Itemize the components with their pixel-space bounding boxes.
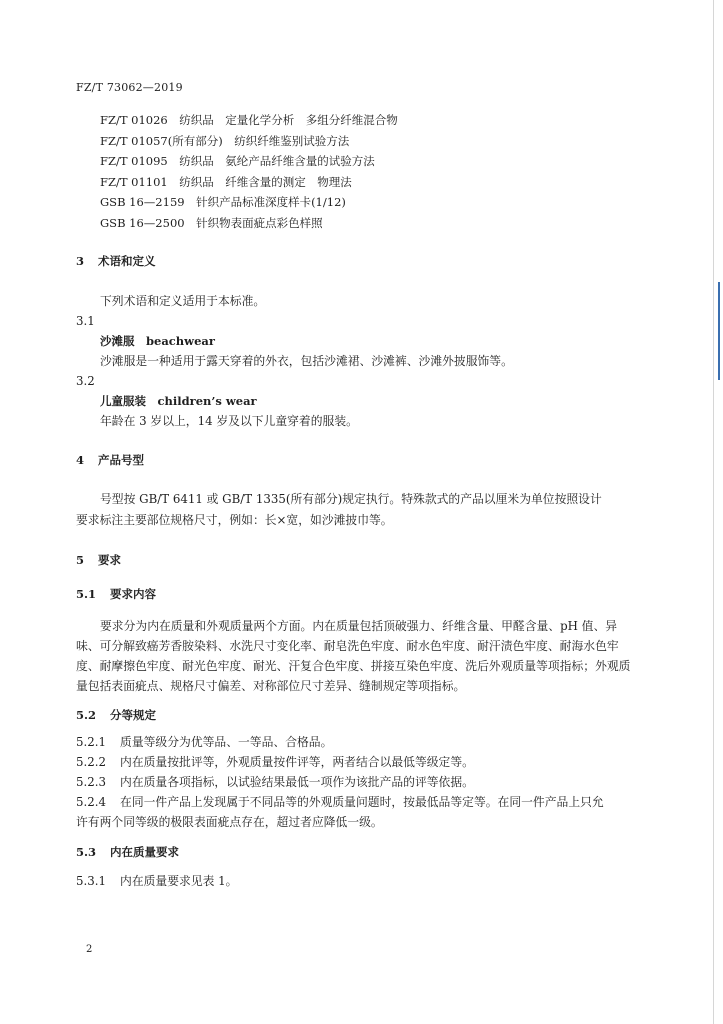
reference-item: GSB 16—2500 针织物表面疵点彩色样照	[100, 216, 323, 230]
paragraph: 下列术语和定义适用于本标准。	[100, 294, 266, 308]
clause-continuation: 许有两个同等级的极限表面疵点存在，超过者应降低一级。	[76, 815, 383, 829]
clause-item	[76, 797, 604, 809]
reference-item: GSB 16—2159 针织产品标准深度样卡(1/12)	[100, 195, 346, 209]
paragraph-line: 号型按 GB/T 6411 或 GB/T 1335(所有部分)规定执行。特殊款式的产品以厘米为单位按照设计	[100, 492, 602, 506]
reference-item: FZ/T 01095 纺织品 氨纶产品纤维含量的试验方法	[100, 154, 375, 168]
section-number: 5	[76, 553, 85, 567]
subsection-5-3-heading	[76, 847, 179, 859]
subsection-5-2-heading	[76, 710, 156, 722]
subsection-title: 要求内容	[110, 587, 157, 601]
running-header: FZ/T 73062—2019	[76, 81, 183, 94]
section-title: 要求	[98, 553, 122, 567]
subsection-number: 5.3	[76, 845, 97, 859]
page-number: 2	[86, 944, 93, 955]
section-3-heading	[76, 256, 156, 268]
term-heading: 儿童服装 children’s wear	[100, 394, 257, 408]
paragraph-line: 量包括表面疵点、规格尺寸偏差、对称部位尺寸差异、缝制规定等项指标。	[76, 679, 466, 693]
clause-number: 5.2.2	[76, 755, 107, 769]
scroll-edge-marker	[718, 282, 720, 380]
clause-item	[76, 777, 474, 789]
term-definition: 年龄在 3 岁以上，14 岁及以下儿童穿着的服装。	[100, 414, 358, 428]
section-title: 术语和定义	[98, 254, 156, 268]
term-heading: 沙滩服 beachwear	[100, 334, 215, 348]
section-number: 3	[76, 254, 85, 268]
clause-item	[76, 876, 237, 888]
subsection-title: 分等规定	[110, 708, 157, 722]
term-definition: 沙滩服是一种适用于露天穿着的外衣，包括沙滩裙、沙滩裤、沙滩外披服饰等。	[100, 354, 513, 368]
subsection-number: 5.2	[76, 708, 97, 722]
clause-text: 内在质量要求见表 1。	[120, 874, 238, 888]
section-title: 产品号型	[98, 453, 145, 467]
subsection-title: 内在质量要求	[110, 845, 180, 859]
paragraph-line: 味、可分解致癌芳香胺染料、水洗尺寸变化率、耐皂洗色牢度、耐水色牢度、耐汗渍色牢度、耐海水色牢	[76, 639, 619, 653]
page-edge-rule	[713, 0, 714, 1024]
clause-text: 内在质量各项指标，以试验结果最低一项作为该批产品的评等依据。	[120, 775, 474, 789]
reference-item: FZ/T 01026 纺织品 定量化学分析 多组分纤维混合物	[100, 113, 398, 127]
clause-number: 5.2.1	[76, 735, 107, 749]
clause-item	[76, 737, 332, 749]
subsection-5-1-heading	[76, 589, 156, 601]
reference-item: FZ/T 01101 纺织品 纤维含量的测定 物理法	[100, 175, 352, 189]
term-number: 3.1	[76, 314, 95, 328]
paragraph-line: 要求分为内在质量和外观质量两个方面。内在质量包括顶破强力、纤维含量、甲醛含量、pH 值、异	[100, 619, 618, 633]
clause-text: 在同一件产品上发现属于不同品等的外观质量问题时，按最低品等定等。在同一件产品上只允	[120, 795, 604, 809]
clause-number: 5.2.4	[76, 795, 107, 809]
section-5-heading	[76, 555, 121, 567]
reference-item: FZ/T 01057(所有部分) 纺织纤维鉴别试验方法	[100, 134, 350, 148]
term-number: 3.2	[76, 374, 95, 388]
clause-item	[76, 757, 474, 769]
paragraph-line: 要求标注主要部位规格尺寸，例如：长×宽，如沙滩披巾等。	[76, 513, 393, 527]
paragraph-line: 度、耐摩擦色牢度、耐光色牢度、耐光、汗复合色牢度、拼接互染色牢度、洗后外观质量等项指标；外观质	[76, 659, 631, 673]
section-4-heading	[76, 455, 144, 467]
clause-number: 5.3.1	[76, 874, 107, 888]
clause-number: 5.2.3	[76, 775, 107, 789]
clause-text: 质量等级分为优等品、一等品、合格品。	[120, 735, 333, 749]
clause-text: 内在质量按批评等，外观质量按件评等，两者结合以最低等级定等。	[120, 755, 474, 769]
subsection-number: 5.1	[76, 587, 97, 601]
section-number: 4	[76, 453, 85, 467]
